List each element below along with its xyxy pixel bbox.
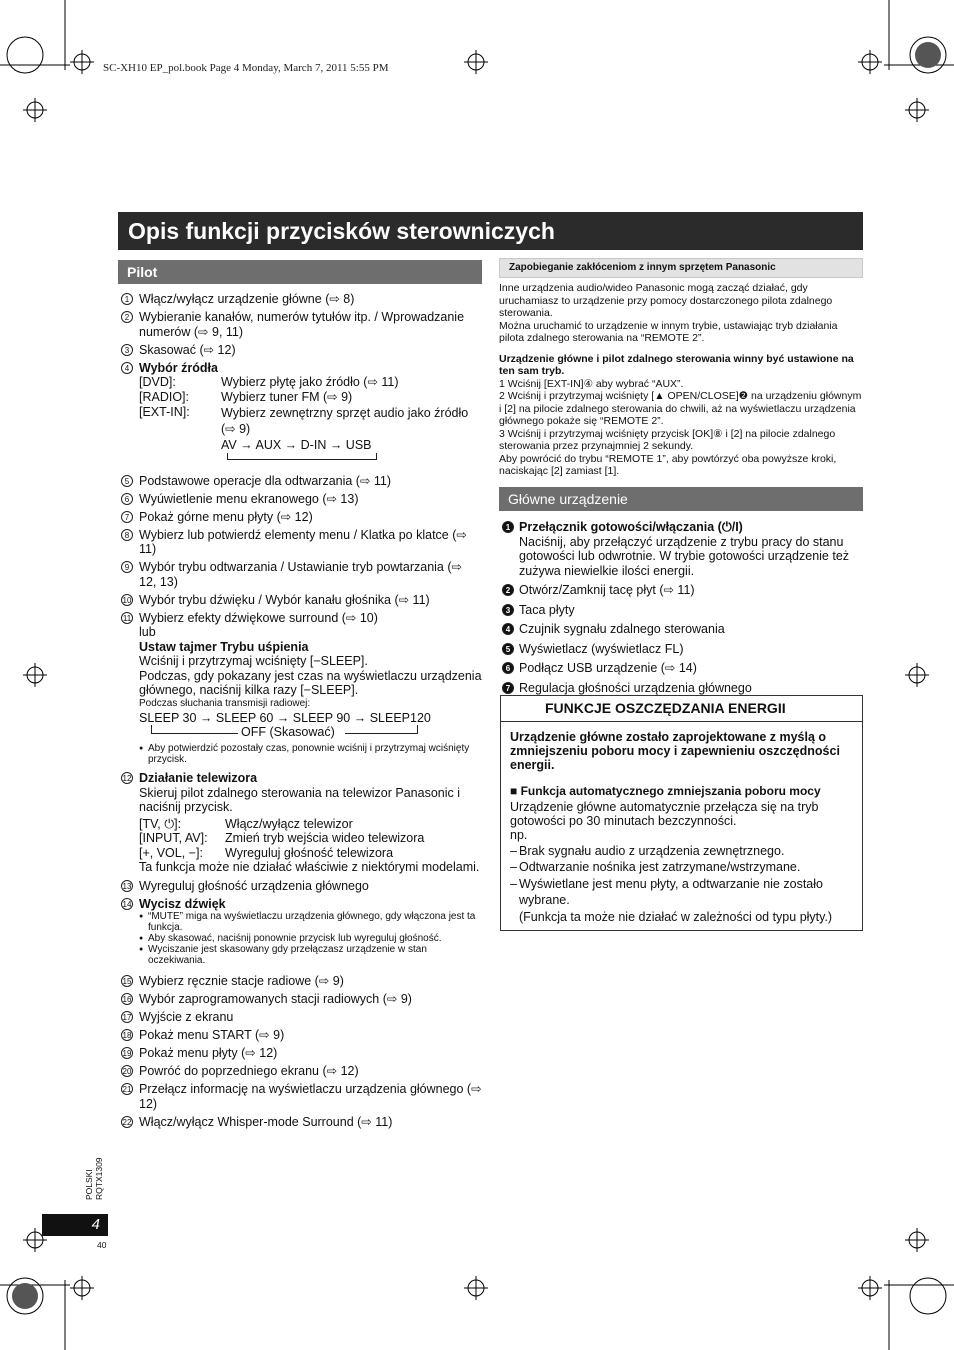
- print-header: SC-XH10 EP_pol.book Page 4 Monday, March 7, 2011 5:55 PM: [103, 62, 389, 74]
- main-unit-heading: Główne urządzenie: [499, 487, 863, 511]
- list-item: [118, 492, 482, 507]
- item-title: Przełącznik gotowości/włączania (⏻/I): [519, 520, 743, 534]
- step: 1 Wciśnij [EXT-IN]④ aby wybrać “AUX”.: [499, 377, 684, 390]
- list-item: [118, 1115, 482, 1130]
- list-item: 6 Podłącz USB urządzenie (⇨ 14): [499, 661, 863, 676]
- item-number: 18: [122, 1031, 132, 1040]
- step: 3 Wciśnij i przytrzymaj wciśnięty przycisk [OK]⑧ i [2] na pilocie zdalnego sterowania przez przynajmniej 2 sekundy.: [499, 427, 836, 452]
- note: ● Aby potwierdzić pozostały czas, ponownie wciśnij i przytrzymaj wciśnięty przycisk.: [139, 743, 482, 765]
- item-number: 2: [502, 584, 514, 596]
- item-number: 8: [121, 529, 133, 541]
- item-title: Wycisz dźwięk: [139, 896, 226, 911]
- side-label: [84, 1157, 104, 1200]
- list-item: [118, 879, 482, 894]
- item-text: Wybierz efekty dźwiękowe surround (⇨ 10): [139, 610, 378, 625]
- item-number: 11: [122, 613, 132, 623]
- item-number: 1: [121, 293, 133, 305]
- item-number: 1: [502, 521, 514, 533]
- document-code: RQTX1309: [94, 1157, 104, 1200]
- list-item: [118, 1064, 482, 1079]
- list-item: 12 Działanie telewizora Skieruj pilot zdalnego sterowania na telewizor Panasonic i naciśnij przycisk. [TV, ⏻]: Włącz/wyłącz telewizor [INPUT, AV]: Zmień tryb wejścia wideo telewizora [+, VOL, −]: Wyreguluj głośność telewizora Ta funkcja może nie działać właściwie z niektórymi modelami.: [118, 771, 482, 875]
- item-number: 19: [122, 1049, 132, 1058]
- item-number: 4: [121, 362, 133, 374]
- list-item: [118, 1010, 482, 1025]
- item-text: Przełącz informację na wyświetlaczu urządzenia głównego (⇨ 12): [139, 1082, 482, 1111]
- list-item: [118, 474, 482, 489]
- item-text: Pokaż górne menu płyty (⇨ 12): [139, 509, 313, 524]
- list-item: [118, 560, 482, 589]
- list-item: [118, 292, 482, 307]
- cycle-arrow: [227, 453, 377, 460]
- item-text: Powróć do poprzedniego ekranu (⇨ 12): [139, 1064, 359, 1078]
- item-text: Wybór trybu dźwięku / Wybór kanału głośnika (⇨ 11): [139, 592, 430, 607]
- source-cycle: AV → AUX → D-IN → USB: [221, 438, 372, 452]
- list-item: [118, 974, 482, 989]
- item-text: Wyúwietlenie menu ekranowego (⇨ 13): [139, 491, 359, 506]
- main-unit-list: [499, 520, 863, 700]
- list-item: [118, 1082, 482, 1111]
- item-text: Pokaż menu płyty (⇨ 12): [139, 1046, 278, 1060]
- item-number: 14: [122, 899, 132, 909]
- list-item: 3 Taca płyty: [499, 603, 863, 618]
- item-text: Wybór trybu odtwarzania / Ustawianie tryb powtarzania (⇨ 12, 13): [139, 560, 462, 589]
- item-number: 21: [122, 1085, 132, 1094]
- source-row: [DVD]: Wybierz płytę jako źródło (⇨ 11): [139, 375, 399, 389]
- tv-row: [+, VOL, −]: Wyreguluj głośność telewizora: [139, 845, 394, 860]
- sleep-sequence: SLEEP 30 → SLEEP 60 → SLEEP 90 → SLEEP120: [139, 710, 431, 725]
- item-number: 9: [121, 561, 133, 573]
- tv-row: [INPUT, AV]: Zmień tryb wejścia wideo telewizora: [139, 831, 425, 845]
- list-item: [118, 593, 482, 608]
- item-number: 16: [122, 995, 132, 1004]
- item-number: 20: [122, 1067, 132, 1076]
- item-number: 5: [502, 643, 514, 655]
- list-item: [118, 1028, 482, 1043]
- list-item: 11 Wybierz efekty dźwiękowe surround (⇨ 10) lub Ustaw tajmer Trybu uśpienia Wciśnij i przytrzymaj wciśnięty [−SLEEP]. Podczas, gdy pokazany jest czas na wyświetlaczu urządzenia głównego, naciśnij kilka razy [−SLEEP]. Podczas słuchania transmisji radiowej: SLEEP 30 → SLEEP 60 → SLEEP 90 → SLEEP120 OFF (Skasować) ● Aby potwierdzić pozostały czas, ponownie wciśnij i przytrzymaj wciśnięty przycisk.: [118, 611, 482, 766]
- item-number: 12: [122, 774, 132, 783]
- item-text: Wybierz lub potwierdź elementy menu / Klatka po klatce (⇨ 11): [139, 527, 467, 556]
- item-title: Wybór źródła: [139, 360, 218, 375]
- item-number: 3: [502, 604, 514, 616]
- source-row: [EXT-IN]: Wybierz zewnętrzny sprzęt audio jako źródło (⇨ 9): [139, 405, 469, 436]
- energy-box: FUNKCJE OSZCZĘDZANIA ENERGII Urządzenie główne zostało zaprojektowane z myślą o zmniejszeniu poboru mocy i zapewnieniu oszczędności energii. ■ Funkcja automatycznego zmniejszania poboru mocy Urządzenie główne automatycznie przełącza się na tryb gotowości po 30 minutach bezczynności. np. – Brak sygnału audio z urządzenia zewnętrznego. – Odtwarzanie nośnika jest zatrzymane/wstrzymane. – Wyświetlane jest menu płyty, a odtwarzanie nie zostało wybrane. (Funkcja ta może nie działać w zależności od typu płyty.): [500, 695, 863, 931]
- interference-section: Inne urządzenia audio/wideo Panasonic mogą zacząć działać, gdy uruchamiasz to urządzenie przy pomocy dostarczonego pilota zdalnego sterowania. Można uruchamić to urządzenie w innym trybie, ustawiając tryb działania pilota zdalnego sterowania na “REMOTE 2”. Urządzenie główne i pilot zdalnego sterowania winny być ustawione na ten sam tryb. 1 Wciśnij [EXT-IN]④ aby wybrać “AUX”. 2 Wciśnij i przytrzymaj wciśnięty [▲ OPEN/CLOSE]❷ na urządzeniu głównym i [2] na pilocie zdalnego sterowania do chwili, aż na wyświetlaczu urządzenia głównego pokaże się “REMOTE 2”. 3 Wciśnij i przytrzymaj wciśnięty przycisk [OK]⑧ i [2] na pilocie zdalnego sterowania przez przynajmniej 2 sekundy. Aby powrócić do trybu “REMOTE 1”, aby powtórzyć oba powyższe kroki, naciskając [2] zamiast [1].: [499, 282, 862, 477]
- item-number: 17: [122, 1013, 132, 1022]
- list-item: 14 Wycisz dźwięk ● “MUTE” miga na wyświetlaczu urządzenia głównego, gdy włączona jest ta funkcja. ● Aby skasować, naciśnij ponownie przycisk lub wyreguluj głośność. ● Wyciszanie jest skasowany gdy przełączasz urządzenie w stan oczekiwania.: [118, 897, 482, 967]
- list-item: [118, 510, 482, 525]
- item-text: Wybieranie kanałów, numerów tytułów itp. / Wprowadzanie numerów (⇨ 9, 11): [139, 310, 465, 339]
- item-number: 15: [122, 977, 132, 986]
- interference-heading: Zapobieganie zakłóceniom z innym sprzętem Panasonic: [499, 258, 863, 278]
- item-number: 6: [502, 662, 514, 674]
- list-item: [118, 1046, 482, 1061]
- item-number: 13: [122, 881, 132, 891]
- list-item: 7 Regulacja głośności urządzenia głównego: [499, 681, 863, 696]
- sheet-number: 40: [97, 1240, 107, 1250]
- list-item: [118, 528, 482, 557]
- list-item: 4 Czujnik sygnału zdalnego sterowania: [499, 622, 863, 637]
- source-row: [RADIO]: Wybierz tuner FM (⇨ 9): [139, 389, 353, 404]
- item-text: Wyreguluj głośność urządzenia głównego: [139, 878, 369, 893]
- item-number: 7: [502, 682, 514, 694]
- list-item: [118, 343, 482, 358]
- item-title: Ustaw tajmer Trybu uśpienia: [139, 639, 309, 654]
- list-item: 5 Wyświetlacz (wyświetlacz FL): [499, 642, 863, 657]
- sleep-off-row: OFF (Skasować): [139, 725, 482, 740]
- item-text: Włącz/wyłącz urządzenie główne (⇨ 8): [139, 292, 355, 306]
- step: 2 Wciśnij i przytrzymaj wciśnięty [▲ OPEN/CLOSE]❷ na urządzeniu głównym i [2] na pilocie zdalnego sterowania do chwili, aż na wyświetlaczu urządzenia głównego pokaże się “REMOTE 2”.: [499, 390, 862, 427]
- item-text: Skasować (⇨ 12): [139, 342, 236, 357]
- energy-subheading: ■ Funkcja automatycznego zmniejszania poboru mocy: [510, 784, 821, 798]
- list-item: [118, 310, 482, 339]
- list-item: [118, 361, 482, 460]
- item-text: Podstawowe operacje dla odtwarzania (⇨ 11): [139, 473, 392, 488]
- page-title: Opis funkcji przycisków sterowniczych: [118, 212, 863, 250]
- item-number: 6: [121, 493, 133, 505]
- list-item: [118, 992, 482, 1007]
- item-text: Wybierz ręcznie stacje radiowe (⇨ 9): [139, 974, 344, 988]
- energy-heading: FUNKCJE OSZCZĘDZANIA ENERGII: [501, 696, 862, 722]
- list-item: 1 Przełącznik gotowości/włączania (⏻/I) Naciśnij, aby przełączyć urządzenie z trybu pracy do stanu gotowości lub odwrotnie. W trybie gotowości urządzenie też zużywa niewielkie ilości energii.: [499, 520, 863, 578]
- list-item: 2 Otwórz/Zamknij tacę płyt (⇨ 11): [499, 583, 863, 598]
- item-title: Działanie telewizora: [139, 771, 258, 785]
- item-number: 5: [121, 475, 133, 487]
- item-number: 4: [502, 623, 514, 635]
- language-label: POLSKI: [84, 1169, 94, 1200]
- item-number: 10: [122, 595, 132, 605]
- item-number: 2: [121, 311, 133, 323]
- tv-row: [TV, ⏻]: Włącz/wyłącz telewizor: [139, 816, 353, 831]
- pilot-heading: Pilot: [118, 260, 482, 284]
- item-text: Włącz/wyłącz Whisper-mode Surround (⇨ 11): [139, 1114, 393, 1129]
- item-number: 7: [121, 511, 133, 523]
- page-number: 4: [42, 1214, 108, 1236]
- item-number: 3: [121, 344, 133, 356]
- item-number: 22: [122, 1117, 132, 1127]
- pilot-list: [118, 292, 482, 1133]
- item-text: Wyjście z ekranu: [139, 1010, 234, 1024]
- energy-intro: Urządzenie główne zostało zaprojektowane z myślą o zmniejszeniu poboru mocy i zapewnieniu oszczędności energii.: [510, 730, 840, 772]
- item-text: Pokaż menu START (⇨ 9): [139, 1028, 285, 1042]
- item-text: Wybór zaprogramowanych stacji radiowych (⇨ 9): [139, 992, 412, 1006]
